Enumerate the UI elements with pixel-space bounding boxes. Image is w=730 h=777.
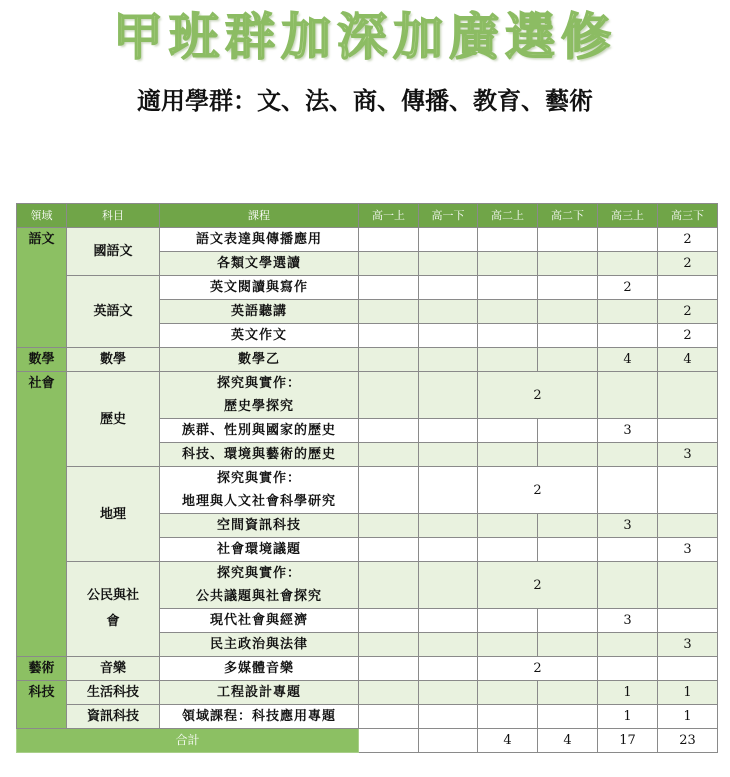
course-line: 公共議題與社會探究 — [195, 589, 322, 604]
table-header-row — [17, 204, 718, 228]
course-cell: 科技、環境與藝術的歷史 — [160, 443, 359, 467]
credit-cell: 1 — [658, 681, 718, 705]
course-line: 探究與實作： — [216, 566, 301, 581]
credit-cell: 3 — [658, 538, 718, 562]
course-cell: 社會環境議題 — [160, 538, 359, 562]
total-cell: 4 — [538, 729, 598, 753]
credit-cell: 2 — [478, 657, 598, 681]
course-line: 歷史學探究 — [223, 399, 294, 414]
credit-cell: 3 — [598, 514, 658, 538]
header-domain: 領域 — [17, 204, 67, 228]
credit-cell: 2 — [598, 276, 658, 300]
course-table — [16, 203, 718, 753]
table-row — [17, 228, 718, 252]
page-title: 甲班群加深加廣選修 — [113, 7, 617, 66]
total-cell: 4 — [478, 729, 538, 753]
credit-cell: 2 — [478, 372, 598, 419]
course-cell: 英文作文 — [160, 324, 359, 348]
credit-cell: 4 — [598, 348, 658, 372]
subject-cell — [67, 562, 160, 657]
header-g12-1: 高三上 — [598, 204, 658, 228]
course-cell: 民主政治與法律 — [160, 633, 359, 657]
course-cell: 現代社會與經濟 — [160, 609, 359, 633]
table-row — [17, 657, 718, 681]
course-cell: 英文閱讀與寫作 — [160, 276, 359, 300]
course-line: 探究與實作： — [216, 471, 301, 486]
header-g10-2: 高一下 — [419, 204, 478, 228]
course-cell — [160, 562, 359, 609]
credit-cell: 2 — [658, 228, 718, 252]
subject-cell: 英語文 — [67, 276, 160, 348]
course-cell: 英語聽講 — [160, 300, 359, 324]
credit-cell: 1 — [598, 705, 658, 729]
course-cell: 數學乙 — [160, 348, 359, 372]
credit-cell: 3 — [658, 633, 718, 657]
course-cell: 各類文學選讀 — [160, 252, 359, 276]
credit-cell: 1 — [598, 681, 658, 705]
table-row — [17, 681, 718, 705]
course-cell: 領域課程：科技應用專題 — [160, 705, 359, 729]
domain-cell: 社會 — [17, 372, 67, 657]
subject-cell: 音樂 — [67, 657, 160, 681]
course-cell: 多媒體音樂 — [160, 657, 359, 681]
subject-cell: 國語文 — [67, 228, 160, 276]
total-cell: 17 — [598, 729, 658, 753]
credit-cell: 1 — [658, 705, 718, 729]
credit-cell: 2 — [658, 324, 718, 348]
course-cell — [160, 372, 359, 419]
subject-line: 會 — [106, 614, 120, 629]
table-row — [17, 705, 718, 729]
total-label: 合計 — [17, 729, 359, 753]
total-cell — [359, 729, 419, 753]
domain-cell: 語文 — [17, 228, 67, 348]
total-cell — [419, 729, 478, 753]
credit-cell: 3 — [598, 419, 658, 443]
domain-cell: 藝術 — [17, 657, 67, 681]
subject-cell: 生活科技 — [67, 681, 160, 705]
course-cell: 族群、性別與國家的歷史 — [160, 419, 359, 443]
table-row — [17, 276, 718, 300]
header-g12-2: 高三下 — [658, 204, 718, 228]
subject-cell: 數學 — [67, 348, 160, 372]
header-course: 課程 — [160, 204, 359, 228]
subject-line: 公民與社 — [86, 588, 139, 603]
header-g10-1: 高一上 — [359, 204, 419, 228]
course-cell: 空間資訊科技 — [160, 514, 359, 538]
credit-cell: 3 — [658, 443, 718, 467]
table-row — [17, 348, 718, 372]
course-line: 探究與實作： — [216, 376, 301, 391]
total-cell: 23 — [658, 729, 718, 753]
subject-cell: 歷史 — [67, 372, 160, 467]
header-subject: 科目 — [67, 204, 160, 228]
total-row — [17, 729, 718, 753]
domain-cell: 數學 — [17, 348, 67, 372]
credit-cell: 2 — [478, 467, 598, 514]
course-line: 地理與人文社會科學研究 — [181, 494, 336, 509]
header-g11-2: 高二下 — [538, 204, 598, 228]
course-cell — [160, 467, 359, 514]
credit-cell: 4 — [658, 348, 718, 372]
subject-cell: 資訊科技 — [67, 705, 160, 729]
credit-cell: 2 — [658, 300, 718, 324]
credit-cell: 3 — [598, 609, 658, 633]
credit-cell: 2 — [658, 252, 718, 276]
domain-cell: 科技 — [17, 681, 67, 729]
header-g11-1: 高二上 — [478, 204, 538, 228]
subject-cell: 地理 — [67, 467, 160, 562]
credit-cell: 2 — [478, 562, 598, 609]
course-cell: 工程設計專題 — [160, 681, 359, 705]
page-subtitle: 適用學群：文、法、商、傳播、教育、藝術 — [137, 87, 593, 115]
course-cell: 語文表達與傳播應用 — [160, 228, 359, 252]
